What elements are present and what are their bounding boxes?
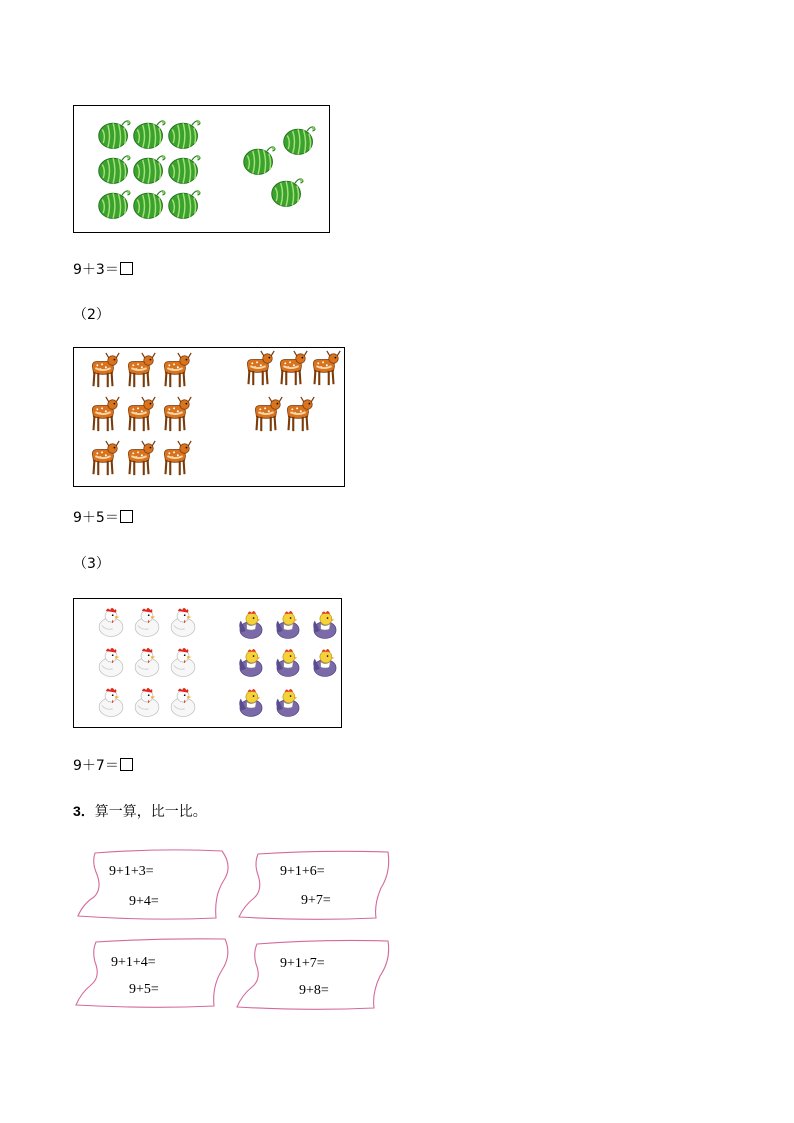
card-4-line-2: 9+8= — [299, 983, 329, 998]
equation-text: 9＋5＝ — [73, 510, 119, 526]
card-2-outline — [239, 851, 389, 919]
equation-text: 9＋7＝ — [73, 758, 119, 774]
card-2-line-2: 9+7= — [301, 893, 331, 908]
card-3-line-1: 9+1+4= — [111, 955, 156, 970]
card-2-line-1: 9+1+6= — [280, 864, 325, 879]
sub-question-label-3: （3） — [73, 556, 110, 572]
question-title: 算一算，比一比。 — [94, 804, 207, 820]
card-3-line-2: 9+5= — [129, 982, 159, 997]
equation-text: 9＋3＝ — [73, 262, 119, 278]
sub-question-label-2: （2） — [73, 307, 110, 323]
card-4-line-1: 9+1+7= — [280, 956, 325, 971]
card-1-line-2: 9+4= — [129, 894, 159, 909]
card-1-line-1: 9+1+3= — [109, 864, 154, 879]
question-number: 3． — [73, 803, 95, 819]
